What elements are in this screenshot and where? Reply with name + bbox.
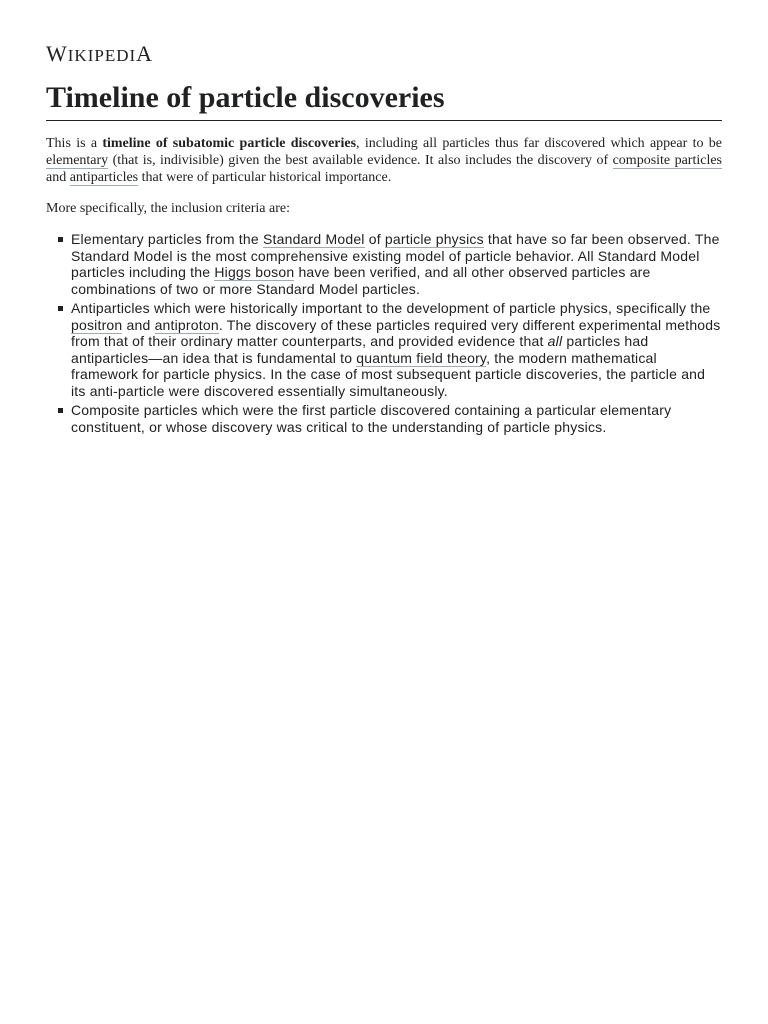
article-page bbox=[0, 0, 768, 435]
link-positron[interactable]: positron bbox=[71, 316, 123, 333]
list-item: Composite particles which were the first particle discovered containing a particular elementary constituent, or whose discovery was critical to the understanding of particle physics. bbox=[71, 402, 722, 435]
bullet-icon bbox=[58, 237, 63, 242]
logo-letters-middle: IKIPEDI bbox=[67, 46, 137, 65]
link-antiproton[interactable]: antiproton bbox=[154, 316, 219, 333]
criteria-list bbox=[46, 231, 722, 435]
link-antiparticles[interactable]: antiparticles bbox=[69, 170, 139, 185]
link-particle-physics[interactable]: particle physics bbox=[384, 231, 484, 247]
list-item: Antiparticles which were historically important to the development of particle physics, specifically the positron and antiproton. The discovery of these particles required very different experimental methods from that of their ordinary matter counterparts, and provided evidence that all particles had antiparticles—an idea that is fundamental to quantum field theory, the modern mathematical framework for particle physics. In the case of most subsequent particle discoveries, the particle and its anti-particle were discovered essentially simultaneously. bbox=[71, 300, 722, 399]
link-higgs-boson[interactable]: Higgs boson bbox=[214, 264, 295, 280]
logo-letter-first: W bbox=[46, 41, 68, 66]
list-item: Elementary particles from the Standard Model of particle physics that have so far been observed. The Standard Model is the most comprehensive existing model of particle behavior. All Standard Model particles including the Higgs boson have been verified, and all other observed particles are combinations of two or more Standard Model particles. bbox=[71, 231, 722, 297]
link-elementary[interactable]: elementary bbox=[46, 153, 109, 168]
page-title: Timeline of particle discoveries bbox=[46, 80, 722, 121]
intro-bold-term: timeline of subatomic particle discoveries bbox=[102, 136, 357, 151]
intro-paragraph: This is a timeline of subatomic particle discoveries, including all particles thus far discovered which appear to be elementary (that is, indivisible) given the best available evidence. It also includes the discovery of composite particles and antiparticles that were of particular historical importance. bbox=[46, 136, 723, 185]
logo-letter-last: A bbox=[136, 41, 154, 66]
bullet-icon bbox=[58, 306, 63, 311]
emphasis-all: all bbox=[547, 333, 563, 349]
link-quantum-field-theory[interactable]: quantum field theory bbox=[356, 349, 487, 366]
criteria-intro: More specifically, the inclusion criteria are: bbox=[46, 201, 290, 216]
wikipedia-logo[interactable] bbox=[46, 42, 722, 66]
link-standard-model[interactable]: Standard Model bbox=[262, 231, 365, 247]
link-composite-particles[interactable]: composite particles bbox=[612, 153, 723, 168]
bullet-icon bbox=[58, 408, 63, 413]
